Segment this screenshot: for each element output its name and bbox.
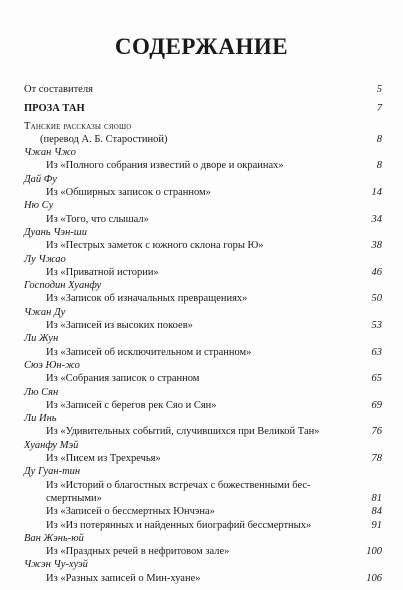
toc-author: [24, 306, 382, 319]
toc-entry-page: 78: [371, 453, 382, 465]
toc-entry-page: 8: [376, 160, 382, 172]
toc-entry-title: Из «Из потерянных и найденных биографий бессмертных»: [46, 519, 312, 531]
toc-entry-page: 50: [371, 293, 382, 305]
toc-entry-title: Из «Того, что слышал»: [46, 213, 149, 225]
toc-author: [24, 386, 382, 399]
toc-entry-page: 69: [371, 399, 382, 411]
toc-entry-title: Чжан Ду: [24, 306, 66, 318]
toc-entry-title: Из «Записей об исключительном и странном»: [46, 346, 252, 358]
toc-entry-title: Из «Записок об изначальных превращениях»: [46, 293, 248, 305]
toc-entry-title: Из «Обширных записок о странном»: [46, 187, 211, 199]
toc-entry-page: 5: [376, 84, 382, 95]
toc-entry-title: Ван Жэнь-юй: [24, 532, 84, 544]
toc-entry: [24, 159, 382, 172]
toc-author: [24, 439, 382, 452]
toc-entry-title: Сюэ Юн-жо: [24, 359, 80, 371]
toc-entry-title: смертными»: [46, 492, 102, 504]
toc-entry: [24, 346, 382, 359]
toc-entry-page: 38: [371, 240, 382, 252]
toc-entry-title: Из «Пестрых заметок с южного склона горы Ю»: [46, 240, 264, 252]
toc-entry-page: 63: [371, 346, 382, 358]
toc-entry-title: Лу Чжао: [24, 253, 66, 265]
toc-entry-title: Ду Гуан-тин: [24, 466, 81, 478]
toc-section-heading: [24, 102, 382, 115]
toc-entry-title: Господин Хуанфу: [24, 280, 102, 292]
toc-entry: [24, 545, 382, 558]
toc-entry-page: 53: [371, 320, 382, 332]
toc-entry: [24, 133, 382, 146]
toc-entry-title: Дай Фу: [24, 173, 57, 185]
toc-entry-page: 76: [371, 426, 382, 438]
toc-entry-page: 65: [371, 373, 382, 385]
toc-entry: [24, 266, 382, 279]
toc-entry-title: Дуань Чэн-ши: [24, 226, 87, 238]
toc-entry-title: Из «Собрания записок о странном: [46, 373, 200, 385]
toc-entry-title: Ли Инь: [24, 413, 57, 425]
toc-entry: [24, 83, 382, 96]
toc-entry: [24, 292, 382, 305]
toc-entry: [24, 425, 382, 438]
toc-author: [24, 253, 382, 266]
toc-entry: [24, 452, 382, 465]
toc-entry: [24, 120, 382, 133]
toc-entry-title: Ню Су: [24, 200, 54, 212]
toc-entry-title: Из «Писем из Трехречья»: [46, 453, 161, 465]
toc-entry: [24, 239, 382, 252]
toc-entry-page: 91: [371, 519, 382, 531]
toc-author: [24, 359, 382, 372]
toc-entry: [24, 399, 382, 412]
page-title: СОДЕРЖАНИЕ: [114, 34, 289, 59]
toc-entry-title: Из «Удивительных событий, случившихся при Великой Тан»: [46, 426, 320, 438]
toc-entry-title: От составителя: [24, 84, 93, 95]
toc-entry-page: 14: [371, 187, 382, 199]
toc-entry-title: Из «Записей о бессмертных Юнчэна»: [46, 506, 215, 518]
toc-entry: [24, 372, 382, 385]
toc-entry: [24, 519, 382, 532]
toc-entry-title: (перевод А. Б. Старостиной): [40, 133, 168, 145]
toc-entry: [24, 505, 382, 518]
toc-entry-title: Хуанфу Мэй: [24, 439, 79, 451]
toc-entry: [24, 213, 382, 226]
toc-entry-title: Из «Записей с берегов рек Сяо и Сян»: [46, 399, 217, 411]
toc-entry-page: 84: [371, 506, 382, 518]
toc-entry: [24, 479, 382, 492]
toc-author: [24, 465, 382, 478]
toc-entry-page: 81: [371, 492, 382, 504]
toc-entry-title: Лю Сян: [24, 386, 59, 398]
toc-entry-title: Чжэн Чу-хуэй: [24, 559, 88, 571]
toc-author: [24, 226, 382, 239]
toc-entry: [24, 572, 382, 585]
toc-entry-title: Ли Жун: [24, 333, 59, 345]
toc-entry: [24, 186, 382, 199]
toc-author: [24, 558, 382, 571]
toc-entry-continuation: [24, 492, 382, 505]
toc-author: [24, 279, 382, 292]
toc-author: [24, 332, 382, 345]
toc-entry-title: Из «Разных записей о Мин-хуане»: [46, 572, 201, 584]
toc-author: [24, 173, 382, 186]
toc-entry-page: 8: [376, 133, 382, 145]
toc-entry: [24, 319, 382, 332]
toc-entry-title: ПРОЗА ТАН: [24, 103, 85, 115]
toc-entry-page: 46: [371, 266, 382, 278]
toc-entry-title: Из «Полного собрания известий о дворе и окраинах»: [46, 160, 284, 172]
toc-entry-title: Из «Историй о благостных встречах с божественными бес-: [46, 479, 311, 491]
toc-author: [24, 146, 382, 159]
toc-entry-title: Из «Записей из высоких покоев»: [46, 320, 193, 332]
toc-author: [24, 412, 382, 425]
toc-entry-page: 7: [376, 103, 382, 115]
toc-entry-title: Танские рассказы сяошо: [24, 120, 132, 132]
toc-entry-page: 106: [366, 572, 382, 584]
toc-author: [24, 199, 382, 212]
toc-author: [24, 532, 382, 545]
toc-entry-title: Из «Приватной истории»: [46, 266, 159, 278]
toc-entry-page: 100: [366, 546, 382, 558]
toc-entry-title: Чжан Чжо: [24, 147, 76, 159]
toc-entry-title: Из «Праздных речей в нефритовом зале»: [46, 546, 230, 558]
toc-entry-page: 34: [371, 213, 382, 225]
table-of-contents: [24, 83, 382, 585]
